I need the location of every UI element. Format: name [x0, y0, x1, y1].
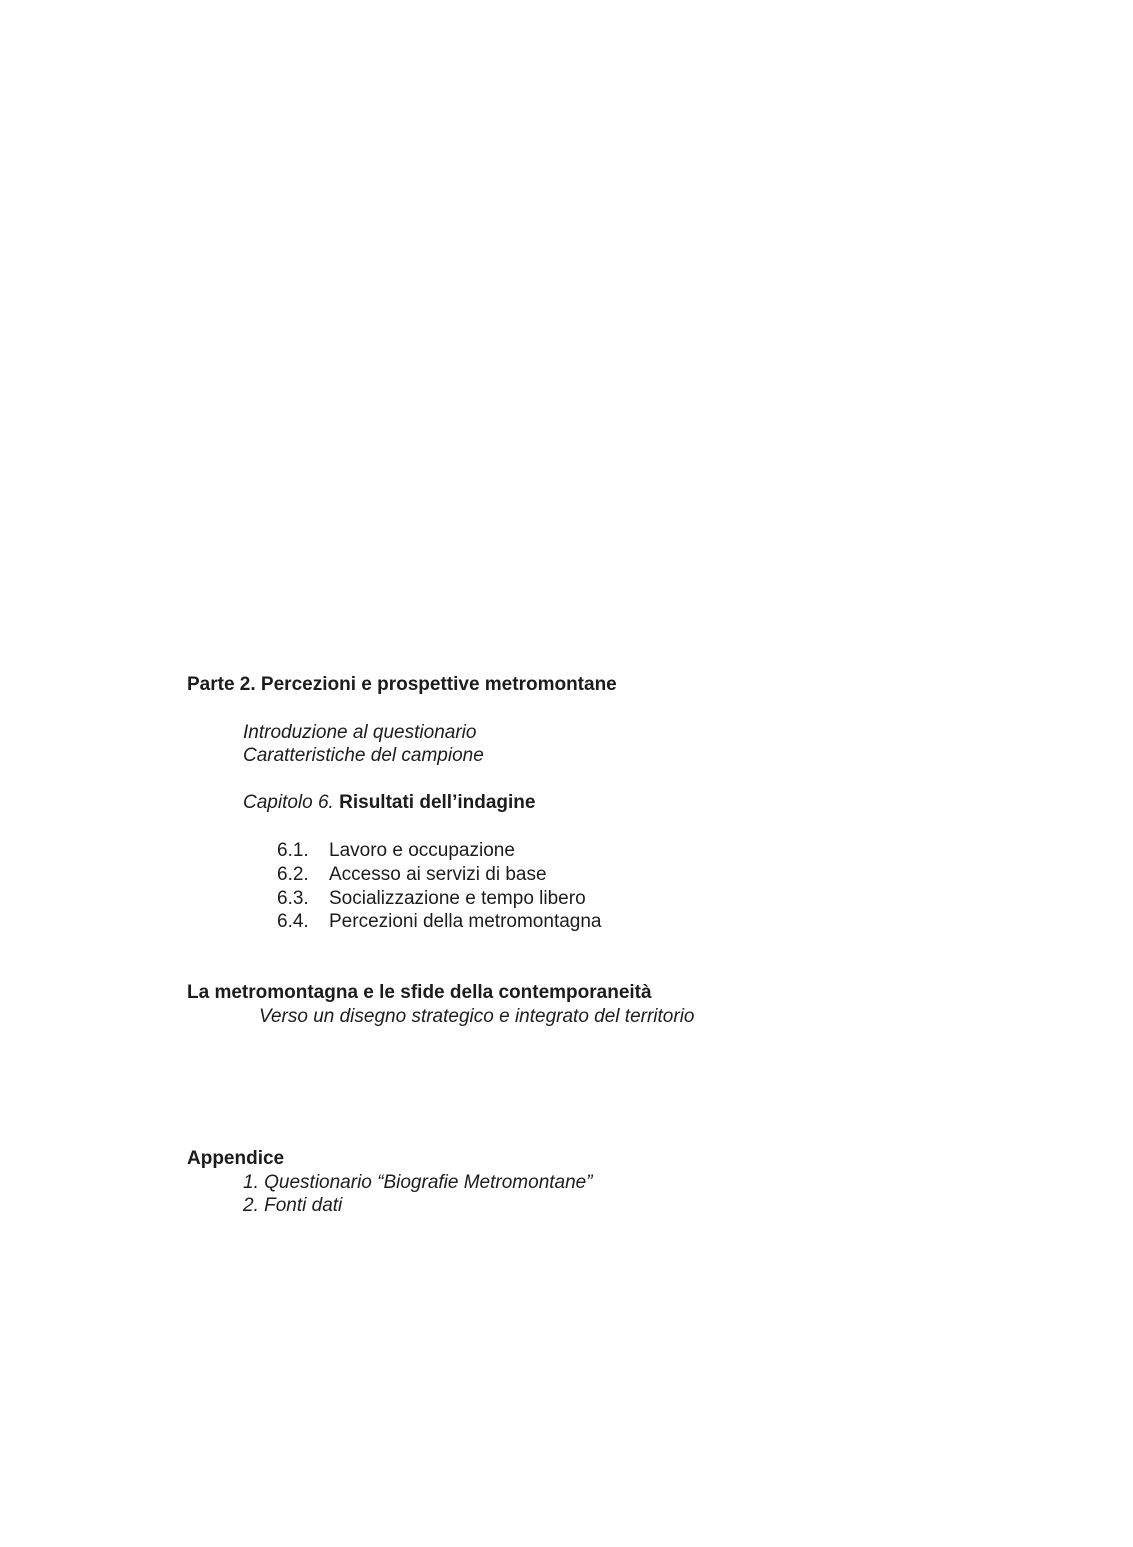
toc-entry-sample-characteristics: Caratteristiche del campione	[243, 745, 484, 766]
section-number: 6.2.	[277, 864, 309, 885]
conclusion-heading: La metromontagna e le sfide della contemporaneità	[187, 982, 652, 1003]
chapter-title: Risultati dell’indagine	[339, 792, 536, 813]
section-number: 6.4.	[277, 911, 309, 932]
section-title: Socializzazione e tempo libero	[329, 888, 586, 909]
section-entry-6-2	[277, 863, 547, 887]
appendix-heading: Appendice	[187, 1148, 285, 1169]
toc-entry-intro-questionnaire: Introduzione al questionario	[243, 722, 477, 743]
conclusion-subtitle: Verso un disegno strategico e integrato del territorio	[259, 1006, 695, 1027]
chapter-6-entry	[243, 791, 535, 815]
section-entry-6-4	[277, 910, 602, 934]
section-title: Lavoro e occupazione	[329, 840, 515, 861]
appendix-item-data-sources: 2. Fonti dati	[243, 1195, 343, 1216]
section-number: 6.1.	[277, 840, 309, 861]
appendix-item-questionnaire: 1. Questionario “Biografie Metromontane”	[243, 1172, 593, 1193]
part2-heading: Parte 2. Percezioni e prospettive metromontane	[187, 674, 617, 695]
section-entry-6-1	[277, 839, 515, 863]
section-title: Percezioni della metromontagna	[329, 911, 602, 932]
section-entry-6-3	[277, 887, 586, 911]
section-title: Accesso ai servizi di base	[329, 864, 547, 885]
section-number: 6.3.	[277, 888, 309, 909]
chapter-prefix: Capitolo 6.	[243, 792, 334, 813]
